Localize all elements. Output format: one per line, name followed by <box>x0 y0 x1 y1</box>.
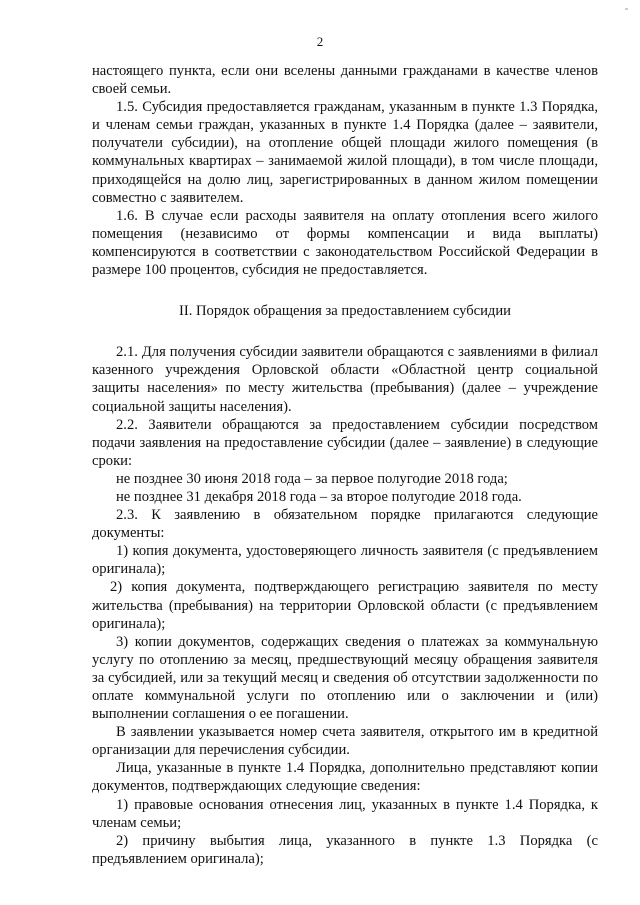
scan-artifact <box>625 8 628 10</box>
paragraph-account-number: В заявлении указывается номер счета заявителя, открытого им в кредитной организации для перечисления субсидии. <box>92 724 598 759</box>
paragraph-2-1: 2.1. Для получения субсидии заявители обращаются с заявлениями в филиал казенного учреждения Орловской области «Областной центр социальной защиты населения» по месту жительства (пребывания) (далее – учреждение социальной защиты населения). <box>92 344 598 415</box>
info-item-2: 2) причину выбытия лица, указанного в пункте 1.3 Порядка (с предъявлением оригинала); <box>92 832 598 867</box>
deadline-first-half: не позднее 30 июня 2018 года – за первое полугодие 2018 года; <box>116 470 508 487</box>
paragraph-intro-continuation: настоящего пункта, если они вселены данными гражданами в качестве членов своей семьи. <box>92 63 598 98</box>
paragraph-2-3: 2.3. К заявлению в обязательном порядке прилагаются следующие документы: <box>92 507 598 542</box>
document-body <box>92 62 598 868</box>
paragraph-1-5: 1.5. Субсидия предоставляется гражданам, указанным в пункте 1.3 Порядка, и членам семьи граждан, указанных в пункте 1.4 Порядка (далее – заявители, получатели субсидии), на отопление общей площади жилого помещения (в коммунальных квартирах – занимаемой жилой площади), в том числе площади, приходящейся на долю лиц, зарегистрированных в данном жилом помещении совместно с заявителем. <box>92 99 598 206</box>
document-item-2: 2) копия документа, подтверждающего регистрацию заявителя по месту жительства (пребывания) на территории Орловской области (с предъявлением оригинала); <box>92 579 598 632</box>
paragraph-1-6: 1.6. В случае если расходы заявителя на оплату отопления всего жилого помещения (независимо от формы компенсации и вида выплаты) компенсируются в соответствии с законодательством Российской Федерации в размере 100 процентов, субсидия не предоставляется. <box>92 207 598 279</box>
paragraph-2-2: 2.2. Заявители обращаются за предоставлением субсидии посредством подачи заявления на предоставление субсидии (далее – заявление) в следующие сроки: <box>92 416 598 469</box>
document-item-1: 1) копия документа, удостоверяющего личность заявителя (с предъявлением оригинала); <box>92 543 598 578</box>
deadline-second-half: не позднее 31 декабря 2018 года – за второе полугодие 2018 года. <box>116 488 522 505</box>
section-heading: II. Порядок обращения за предоставлением субсидии <box>179 303 511 320</box>
info-item-1: 1) правовые основания отнесения лиц, указанных в пункте 1.4 Порядка, к членам семьи; <box>92 796 598 831</box>
paragraph-persons-1-4: Лица, указанные в пункте 1.4 Порядка, дополнительно представляют копии документов, подтверждающих следующие сведения: <box>92 760 598 795</box>
page-number: 2 <box>316 34 324 49</box>
document-item-3: 3) копии документов, содержащих сведения о платежах за коммунальную услугу по отоплению за месяц, предшествующий месяцу обращения заявителя за субсидией, или за текущий месяц и сведения об отсутствии задолженности по оплате коммунальной услуги по отоплению или о заключении и (или) выполнении соглашения о ее погашении. <box>92 633 598 723</box>
